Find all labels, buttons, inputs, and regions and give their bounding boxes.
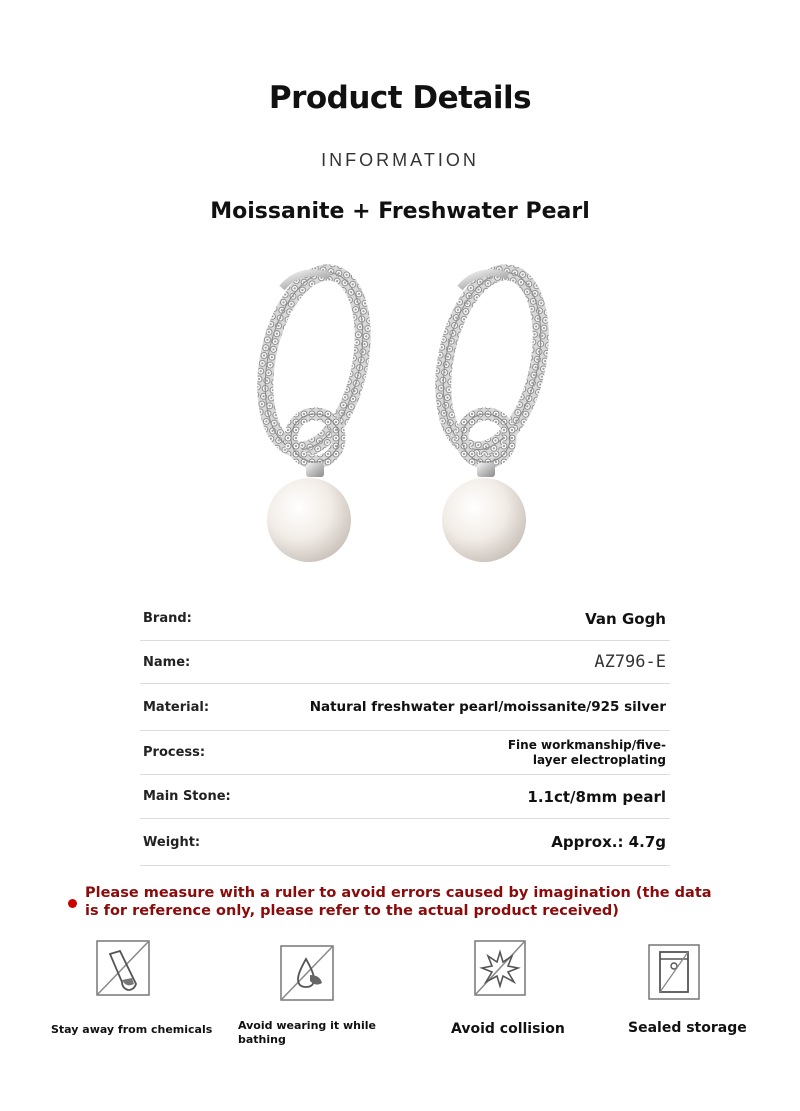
spec-row-process bbox=[140, 731, 670, 775]
care-label-collision: Avoid collision bbox=[451, 1021, 565, 1037]
spec-value: Fine workmanship/five-layer electroplating bbox=[507, 737, 666, 767]
spec-row-name bbox=[140, 641, 670, 684]
spec-label: Material: bbox=[143, 699, 210, 715]
notice-text: Please measure with a ruler to avoid errors caused by imagination (the data is for reference only, please refer to the actual product received) bbox=[85, 885, 712, 919]
spec-table bbox=[140, 597, 670, 866]
water-drop-prohibited-icon bbox=[280, 945, 336, 1003]
spec-label: Main Stone: bbox=[143, 789, 231, 804]
care-label-bathing: Avoid wearing it while bathing bbox=[238, 1019, 376, 1046]
care-item-collision bbox=[474, 940, 528, 998]
spec-value: 1.1ct/8mm pearl bbox=[527, 787, 666, 806]
spec-value: Natural freshwater pearl/moissanite/925 silver bbox=[309, 699, 666, 715]
earring-right bbox=[428, 263, 555, 562]
product-photo bbox=[220, 258, 580, 588]
spec-row-weight bbox=[140, 819, 670, 866]
spec-value: AZ796-E bbox=[594, 652, 666, 672]
care-label-storage: Sealed storage bbox=[628, 1020, 747, 1036]
earring-left bbox=[250, 263, 377, 562]
product-heading: Moissanite + Freshwater Pearl bbox=[210, 199, 590, 224]
bullet-dot-icon bbox=[68, 899, 77, 908]
page-title: Product Details bbox=[268, 80, 532, 116]
spec-row-material bbox=[140, 684, 670, 731]
spec-row-brand bbox=[140, 597, 670, 641]
care-item-chemicals bbox=[96, 940, 152, 998]
spec-label: Brand: bbox=[143, 611, 192, 626]
care-item-storage bbox=[648, 944, 702, 1002]
collision-burst-prohibited-icon bbox=[474, 940, 528, 998]
flask-prohibited-icon bbox=[96, 940, 152, 998]
care-label-chemicals: Stay away from chemicals bbox=[51, 1023, 213, 1036]
spec-row-main-stone bbox=[140, 775, 670, 819]
spec-label: Weight: bbox=[143, 834, 201, 850]
spec-label: Process: bbox=[143, 745, 206, 760]
spec-value: Van Gogh bbox=[585, 609, 666, 628]
care-item-bathing bbox=[280, 945, 336, 1003]
spec-value: Approx.: 4.7g bbox=[551, 833, 666, 851]
spec-label: Name: bbox=[143, 654, 191, 670]
measurement-notice bbox=[68, 884, 728, 920]
sealed-bag-icon bbox=[648, 944, 702, 1002]
section-subtitle: INFORMATION bbox=[321, 150, 479, 170]
